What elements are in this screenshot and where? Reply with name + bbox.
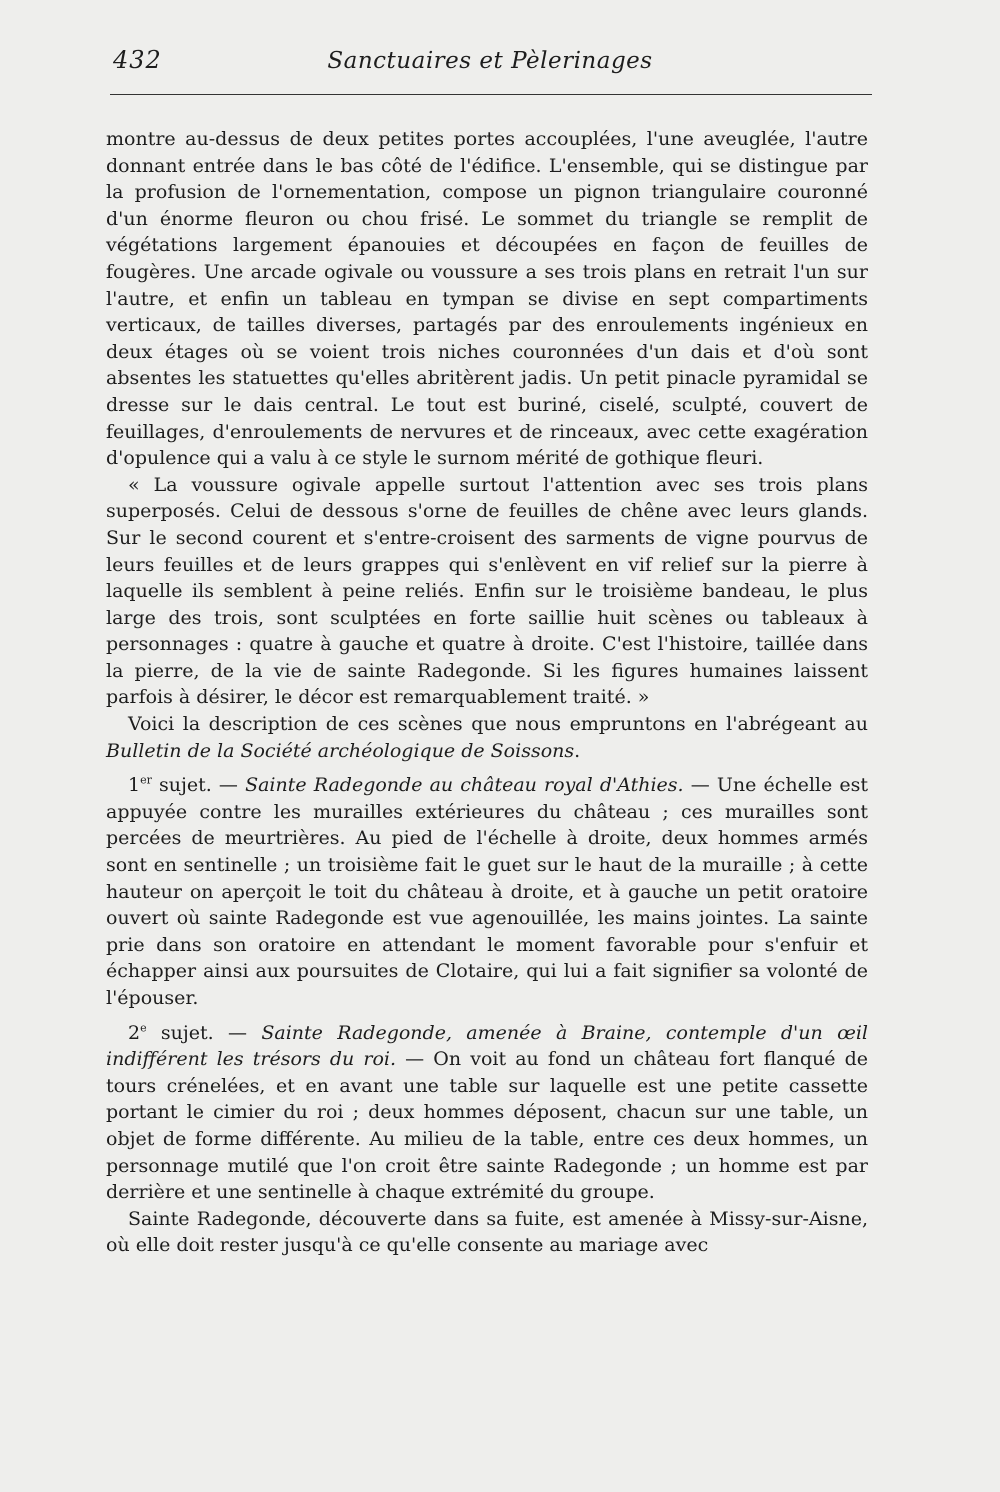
paragraph-1: montre au-dessus de deux petites portes accouplées, l'une aveuglée, l'autre donnant entrée dans le bas côté de l'édifice. L'ensemble, qui se distingue par la profusion de l'ornementation, compose un pignon triangulaire couronné d'un énorme fleuron ou chou frisé. Le sommet du triangle se remplit de végétations largement épanouies et découpées en façon de feuilles de fougères. Une arcade ogivale ou voussure a ses trois plans en retrait l'un sur l'autre, et enfin un tableau en tympan se divise en sept compartiments verticaux, de tailles diverses, partagés par des enroulements ingénieux en deux étages où se voient trois niches couronnées d'un dais et d'où sont absentes les statuettes qu'elles abritèrent jadis. Un petit pinacle pyramidal se dresse sur le dais central. Le tout est buriné, ciselé, sculpté, couvert de feuillages, d'enroulements de nervures et de rinceaux, avec cette exagération d'opulence qui a valu à ce style le surnom mérité de gothique fleuri.: [106, 128, 868, 470]
bulletin-title: Bulletin de la Société archéologique de Soissons: [106, 739, 575, 762]
header-rule: [110, 94, 872, 95]
body-text: [106, 126, 868, 1259]
subject-1-text: — Une échelle est appuyée contre les murailles extérieures du château ; ces murailles sont percées de meurtrières. Au pied de l'échelle à droite, deux hommes armés sont en sentinelle ; un troisième fait le guet sur le haut de la muraille ; à cette hauteur on aperçoit le toit du château à droite, et à gauche un petit oratoire ouvert où sainte Radegonde est vue agenouillée, les mains jointes. La sainte prie dans son oratoire en attendant le moment favorable pour s'enfuir et échapper ainsi aux poursuites de Clotaire, qui lui a fait signifier sa volonté de l'épouser.: [106, 774, 868, 1009]
page-number: 432: [113, 46, 162, 74]
subject-2-label: sujet. —: [146, 1021, 262, 1044]
paragraph-3: [106, 711, 868, 764]
subject-1-ordinal: er: [140, 773, 152, 787]
subject-2-number: 2: [128, 1021, 141, 1044]
subject-2-text: — On voit au fond un château fort flanqué de tours crénelées, et en avant une table sur laquelle est une petite cassette portant le cimier du roi ; deux hommes déposent, chacun sur une table, un objet de forme différente. Au milieu de la table, entre ces deux hommes, un personnage mutilé que l'on croit être sainte Radegonde ; un homme est par derrière et une sentinelle à chaque extrémité du groupe.: [106, 1048, 868, 1204]
subject-2-ordinal: e: [140, 1021, 147, 1035]
subject-2: [106, 1020, 868, 1206]
subject-1-number: 1: [128, 774, 141, 797]
subject-2-title: Sainte Radegonde, amenée à Braine, contemple d'un œil indifférent les trésors du roi.: [106, 1021, 869, 1071]
subject-1-title: Sainte Radegonde au château royal d'Athies.: [245, 774, 684, 797]
paragraph-6: Sainte Radegonde, découverte dans sa fuite, est amenée à Missy-sur-Aisne, où elle doit rester jusqu'à ce qu'elle consente au mariage avec: [106, 1207, 868, 1257]
page-header: [110, 46, 870, 86]
running-title: Sanctuaires et Pèlerinages: [327, 48, 653, 74]
paragraph-3-text: Voici la description de ces scènes que nous empruntons en l'abrégeant au: [128, 713, 868, 736]
paragraph-2: « La voussure ogivale appelle surtout l'attention avec ses trois plans superposés. Celui de dessous s'orne de feuilles de chêne avec leurs glands. Sur le second courent et s'entre-croisent des sarments de vigne pourvus de leurs feuilles et de leurs grappes qui s'enlèvent en vif relief sur la pierre à laquelle ils semblent à peine reliés. Enfin sur le troisième bandeau, le plus large des trois, sont sculptées en forte saillie huit scènes ou tableaux à personnages : quatre à gauche et quatre à droite. C'est l'histoire, taillée dans la pierre, de la vie de sainte Radegonde. Si les figures humaines laissent parfois à désirer, le décor est remarquablement traité. »: [106, 473, 868, 709]
paragraph-3-end: .: [574, 739, 581, 762]
subject-1-label: sujet. —: [151, 774, 246, 797]
subject-1: [106, 772, 868, 1011]
